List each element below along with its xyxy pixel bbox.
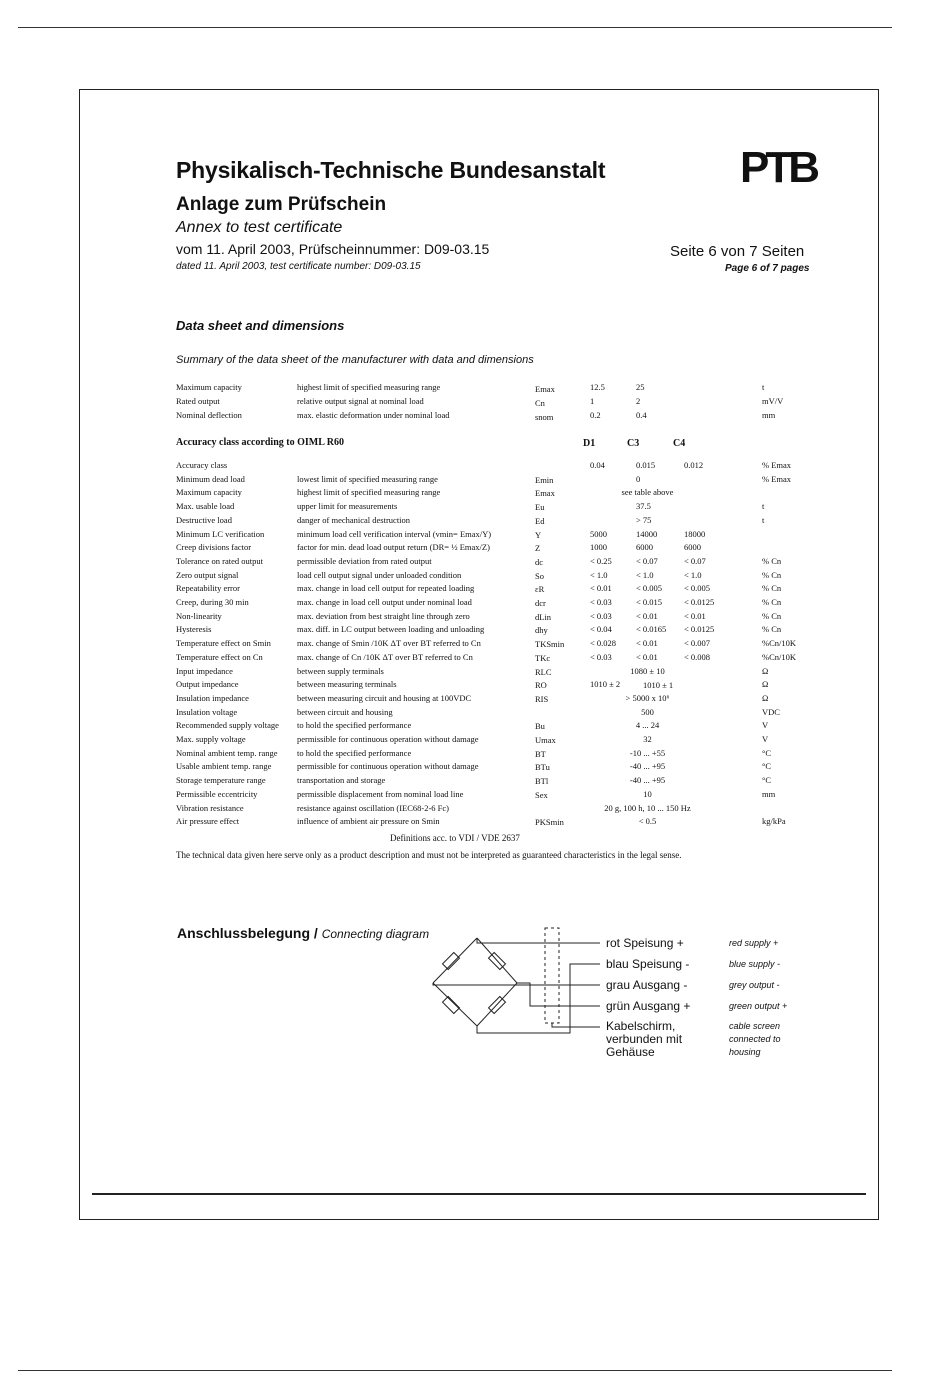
accuracy-param-desc: highest limit of specified measuring range: [297, 487, 441, 498]
shield-en-1: cable screen: [729, 1021, 781, 1031]
accuracy-param-name: Max. usable load: [176, 501, 235, 512]
wire-red-en: red supply +: [729, 938, 779, 948]
annex-title-de: Anlage zum Prüfschein: [176, 194, 387, 215]
param-desc: max. elastic deformation under nominal load: [297, 410, 450, 420]
accuracy-value-c3: < 1.0: [636, 569, 654, 580]
accuracy-value-d1: < 0.03: [590, 597, 612, 607]
legal-note: The technical data given here serve only as a product description and must not be interpreted as guaranteed characteristics in the legal sense.: [176, 850, 682, 860]
accuracy-value-c4: < 0.007: [684, 638, 711, 649]
wire-green-de: grün Ausgang +: [606, 999, 691, 1013]
accuracy-value-c4: 6000: [684, 542, 701, 553]
accuracy-param-desc: danger of mechanical destruction: [297, 514, 411, 525]
accuracy-param-name: Minimum LC verification: [176, 528, 265, 539]
accuracy-value-common: 32: [643, 734, 652, 744]
accuracy-param-unit: VDC: [762, 706, 780, 717]
accuracy-param-name: Temperature effect on Cn: [176, 651, 263, 662]
definitions-note: Definitions acc. to VDI / VDE 2637: [390, 833, 520, 843]
shield-en-2: connected to: [729, 1034, 781, 1044]
accuracy-param-name: Creep, during 30 min: [176, 597, 249, 607]
accuracy-param-desc: permissible displacement from nominal load line: [297, 788, 464, 799]
accuracy-value-c3: < 0.0165: [636, 624, 667, 635]
accuracy-value-d1: < 0.04: [590, 624, 612, 635]
wire-blue-en: blue supply -: [729, 959, 781, 969]
annex-title-en: Annex to test certificate: [176, 219, 343, 236]
accuracy-param-desc: lowest limit of specified measuring range: [297, 473, 438, 484]
accuracy-param-unit: Ω: [762, 665, 769, 676]
accuracy-param-symbol: Bu: [535, 721, 545, 732]
org-name: Physikalisch-Technische Bundesanstalt: [176, 157, 606, 183]
accuracy-value-d1: < 0.03: [590, 610, 612, 621]
accuracy-value-common: 4 ... 24: [635, 720, 660, 731]
accuracy-value-c3: 14000: [636, 528, 658, 539]
accuracy-param-symbol: RO: [535, 680, 547, 691]
accuracy-value-c4: < 0.01: [684, 610, 706, 621]
accuracy-param-name: Insulation voltage: [176, 706, 238, 717]
accuracy-param-symbol: dhy: [535, 625, 548, 636]
param-value-2: 0.4: [636, 410, 647, 420]
accuracy-param-name: Input impedance: [176, 665, 233, 676]
ptb-logo: PTB: [740, 143, 816, 192]
accuracy-param-unit: t: [762, 501, 765, 512]
wiring-diagram: [420, 920, 610, 1040]
accuracy-param-name: Repeatability error: [176, 583, 240, 594]
accuracy-param-name: Creep divisions factor: [176, 542, 252, 553]
accuracy-param-desc: max. change in load cell output for repeated loading: [297, 583, 475, 594]
wire-grey-de: grau Ausgang -: [606, 978, 688, 992]
accuracy-header-d1: D1: [583, 438, 596, 449]
accuracy-param-symbol: Emin: [535, 474, 554, 485]
accuracy-param-name: Hysteresis: [176, 624, 212, 635]
accuracy-value-c4: 18000: [684, 528, 706, 539]
accuracy-param-symbol: Y: [535, 529, 542, 540]
accuracy-value-c4: < 1.0: [684, 569, 702, 580]
accuracy-param-name: Zero output signal: [176, 569, 239, 580]
accuracy-param-desc: resistance against oscillation (IEC68-2-6 Fc): [297, 802, 450, 813]
accuracy-param-symbol: So: [535, 570, 544, 581]
accuracy-param-desc: max. deviation from best straight line through zero: [297, 610, 470, 621]
dated-de: vom 11. April 2003, Prüfscheinnummer: D09-03.15: [176, 241, 490, 257]
param-name: Nominal deflection: [176, 410, 242, 420]
param-value-2: 2: [636, 396, 641, 406]
accuracy-param-symbol: BTu: [535, 762, 550, 773]
param-value-1: 0.2: [590, 410, 601, 420]
accuracy-param-unit: % Cn: [762, 597, 782, 607]
accuracy-param-unit: %Cn/10K: [762, 638, 796, 649]
param-unit: mm: [762, 410, 776, 420]
accuracy-param-name: Non-linearity: [176, 610, 222, 621]
accuracy-value-c3: < 0.07: [636, 555, 658, 566]
accuracy-param-desc: transportation and storage: [297, 775, 386, 786]
accuracy-param-desc: between measuring terminals: [297, 679, 397, 690]
accuracy-param-desc: influence of ambient air pressure on Smin: [297, 816, 440, 827]
accuracy-value-d1: 5000: [590, 528, 607, 539]
param-symbol: Cn: [535, 398, 545, 408]
accuracy-param-desc: permissible for continuous operation without damage: [297, 761, 479, 772]
accuracy-value-d1: 0.04: [590, 460, 605, 470]
accuracy-param-desc: max. change of Cn /10K ΔT over BT referred to Cn: [297, 651, 473, 662]
accuracy-param-unit: % Emax: [762, 473, 792, 484]
param-symbol: Emax: [535, 384, 555, 394]
shield-en-3: housing: [729, 1047, 761, 1057]
accuracy-param-unit: kg/kPa: [762, 816, 786, 827]
accuracy-value-d1: < 0.03: [590, 651, 612, 662]
accuracy-param-unit: V: [762, 734, 769, 744]
param-unit: t: [762, 382, 765, 392]
wire-blue-de: blau Speisung -: [606, 957, 690, 971]
accuracy-param-name: Permissible eccentricity: [176, 788, 258, 799]
accuracy-param-name: Recommended supply voltage: [176, 720, 279, 731]
accuracy-param-name: Output impedance: [176, 679, 239, 690]
connection-title-sep: /: [310, 925, 322, 941]
accuracy-param-unit: % Cn: [762, 624, 782, 635]
accuracy-param-name: Nominal ambient temp. range: [176, 747, 278, 758]
param-desc: highest limit of specified measuring range: [297, 382, 441, 392]
accuracy-param-desc: to hold the specified performance: [297, 747, 412, 758]
accuracy-param-name: Minimum dead load: [176, 473, 245, 484]
accuracy-param-desc: upper limit for measurements: [297, 501, 398, 512]
connection-title: [177, 925, 429, 941]
accuracy-value-c3: < 0.01: [636, 638, 658, 649]
accuracy-param-symbol: BTl: [535, 776, 549, 787]
accuracy-param-symbol: dLin: [535, 611, 552, 622]
accuracy-param-symbol: RIS: [535, 693, 549, 704]
accuracy-header-c3: C3: [627, 438, 640, 449]
accuracy-value-d1: < 0.01: [590, 583, 612, 594]
accuracy-value-d1: 1000: [590, 542, 607, 553]
accuracy-param-unit: % Cn: [762, 610, 782, 621]
accuracy-param-name: Tolerance on rated output: [176, 555, 263, 566]
content-bottom-rule: [92, 1193, 866, 1195]
accuracy-value-c3: 0: [636, 473, 641, 484]
accuracy-param-name: Usable ambient temp. range: [176, 761, 272, 772]
accuracy-param-symbol: PKSmin: [535, 817, 564, 828]
accuracy-param-name: Air pressure effect: [176, 816, 240, 827]
accuracy-param-desc: between circuit and housing: [297, 706, 393, 717]
accuracy-param-desc: max. change of Smin /10K ΔT over BT referred to Cn: [297, 638, 481, 649]
accuracy-param-unit: %Cn/10K: [762, 651, 796, 662]
accuracy-param-name: Destructive load: [176, 514, 232, 525]
accuracy-param-unit: mm: [762, 788, 776, 799]
accuracy-value-common: 1080 ± 10: [630, 665, 665, 676]
wire-red-de: rot Speisung +: [606, 936, 684, 950]
accuracy-value-common: < 0.5: [638, 816, 657, 827]
accuracy-param-desc: factor for min. dead load output return (DR= ½ Emax/Z): [297, 542, 490, 553]
accuracy-param-desc: permissible for continuous operation without damage: [297, 734, 479, 744]
accuracy-param-name: Insulation impedance: [176, 692, 249, 703]
accuracy-value-common: -40 ... +95: [629, 761, 666, 772]
accuracy-param-desc: max. diff. in LC output between loading and unloading: [297, 624, 485, 635]
accuracy-value-c4: < 0.005: [684, 583, 711, 594]
accuracy-param-symbol: dc: [535, 556, 544, 567]
accuracy-param-desc: to hold the specified performance: [297, 720, 412, 731]
accuracy-param-symbol: Z: [535, 543, 541, 554]
accuracy-value-d1: 1010 ± 2: [590, 679, 621, 690]
accuracy-param-name: Accuracy class: [176, 460, 228, 470]
param-value-1: 1: [590, 396, 595, 406]
accuracy-param-unit: % Cn: [762, 569, 782, 580]
accuracy-param-unit: % Cn: [762, 555, 782, 566]
accuracy-value-d1: < 0.028: [590, 638, 617, 649]
accuracy-header-c4: C4: [673, 438, 686, 449]
accuracy-value-c3: 6000: [636, 542, 653, 553]
accuracy-param-symbol: BT: [535, 748, 546, 759]
accuracy-param-desc: between measuring circuit and housing at 100VDC: [297, 692, 472, 703]
param-name: Rated output: [176, 396, 220, 406]
accuracy-value-c3: > 75: [636, 514, 652, 525]
summary-text: Summary of the data sheet of the manufacturer with data and dimensions: [176, 354, 534, 366]
shield-de-2: verbunden mit: [606, 1032, 683, 1046]
accuracy-param-desc: between supply terminals: [297, 665, 384, 676]
accuracy-param-unit: °C: [762, 761, 772, 772]
accuracy-value-c3: < 0.005: [636, 583, 663, 594]
accuracy-value-c3: < 0.015: [636, 597, 663, 607]
accuracy-param-symbol: TKc: [535, 652, 551, 663]
accuracy-param-symbol: Umax: [535, 735, 556, 745]
accuracy-value-common: -40 ... +95: [629, 775, 666, 786]
accuracy-param-desc: load cell output signal under unloaded condition: [297, 569, 462, 580]
accuracy-param-symbol: TKSmin: [535, 639, 565, 650]
accuracy-param-unit: °C: [762, 775, 772, 786]
accuracy-value-c3: 0.015: [636, 460, 656, 470]
accuracy-param-unit: t: [762, 514, 765, 525]
accuracy-param-desc: max. change in load cell output under nominal load: [297, 597, 472, 607]
param-symbol: snom: [535, 412, 554, 422]
output-impedance-c3c4: 1010 ± 1: [643, 680, 674, 690]
accuracy-value-common: -10 ... +55: [629, 747, 666, 758]
shield-de-1: Kabelschirm,: [606, 1019, 676, 1033]
accuracy-param-unit: V: [762, 720, 769, 731]
accuracy-value-common: > 5000 x 10⁶: [625, 692, 670, 703]
accuracy-param-symbol: Ed: [535, 515, 545, 526]
param-value-1: 12.5: [590, 382, 605, 392]
accuracy-param-name: Storage temperature range: [176, 775, 266, 786]
connection-title-de: Anschlussbelegung: [177, 925, 311, 941]
accuracy-param-symbol: εR: [535, 584, 545, 595]
accuracy-param-desc: permissible deviation from rated output: [297, 555, 432, 566]
accuracy-param-name: Max. supply voltage: [176, 734, 246, 744]
accuracy-param-unit: °C: [762, 747, 772, 758]
accuracy-value-c4: 0.012: [684, 460, 704, 470]
accuracy-param-name: Maximum capacity: [176, 487, 242, 498]
dated-en: dated 11. April 2003, test certificate number: D09-03.15: [176, 261, 421, 272]
accuracy-param-unit: % Cn: [762, 583, 782, 594]
accuracy-param-symbol: RLC: [535, 666, 552, 677]
accuracy-param-symbol: dcr: [535, 598, 546, 608]
accuracy-value-d1: < 1.0: [590, 569, 608, 580]
accuracy-param-name: Temperature effect on Smin: [176, 638, 271, 649]
param-name: Maximum capacity: [176, 382, 242, 392]
accuracy-value-c4: < 0.0125: [684, 624, 715, 635]
accuracy-value-c3: 37.5: [636, 501, 651, 512]
accuracy-value-c4: < 0.008: [684, 651, 711, 662]
accuracy-value-common: 500: [641, 706, 654, 717]
accuracy-param-unit: Ω: [762, 679, 769, 690]
accuracy-value-common: 10: [643, 788, 652, 799]
param-desc: relative output signal at nominal load: [297, 396, 424, 406]
accuracy-value-d1: < 0.25: [590, 555, 612, 566]
accuracy-value-c3: < 0.01: [636, 651, 658, 662]
wire-grey-en: grey output -: [729, 980, 780, 990]
accuracy-value-c4: < 0.07: [684, 555, 706, 566]
accuracy-param-symbol: Emax: [535, 488, 555, 499]
shield-de-3: Gehäuse: [606, 1045, 655, 1059]
section-title: Data sheet and dimensions: [176, 318, 345, 333]
page-number-de: Seite 6 von 7 Seiten: [670, 243, 805, 260]
accuracy-value-c3: < 0.01: [636, 610, 658, 621]
param-unit: mV/V: [762, 396, 784, 406]
accuracy-param-symbol: Eu: [535, 502, 545, 513]
accuracy-param-symbol: Sex: [535, 789, 548, 800]
accuracy-title: Accuracy class according to OIML R60: [176, 437, 345, 448]
accuracy-param-unit: Ω: [762, 692, 769, 703]
wire-green-en: green output +: [729, 1001, 788, 1011]
accuracy-value-common: 20 g, 100 h, 10 ... 150 Hz: [604, 802, 691, 813]
accuracy-param-name: Vibration resistance: [176, 802, 244, 813]
connection-title-en: Connecting diagram: [321, 927, 430, 941]
accuracy-value-common: see table above: [621, 487, 674, 498]
top-rule: [18, 27, 892, 28]
param-value-2: 25: [636, 382, 645, 392]
accuracy-value-c4: < 0.0125: [684, 597, 715, 607]
accuracy-param-unit: % Emax: [762, 460, 792, 470]
bottom-rule: [18, 1370, 892, 1371]
page-number-en: Page 6 of 7 pages: [725, 263, 810, 274]
accuracy-param-desc: minimum load cell verification interval (vmin= Emax/Y): [297, 528, 492, 539]
